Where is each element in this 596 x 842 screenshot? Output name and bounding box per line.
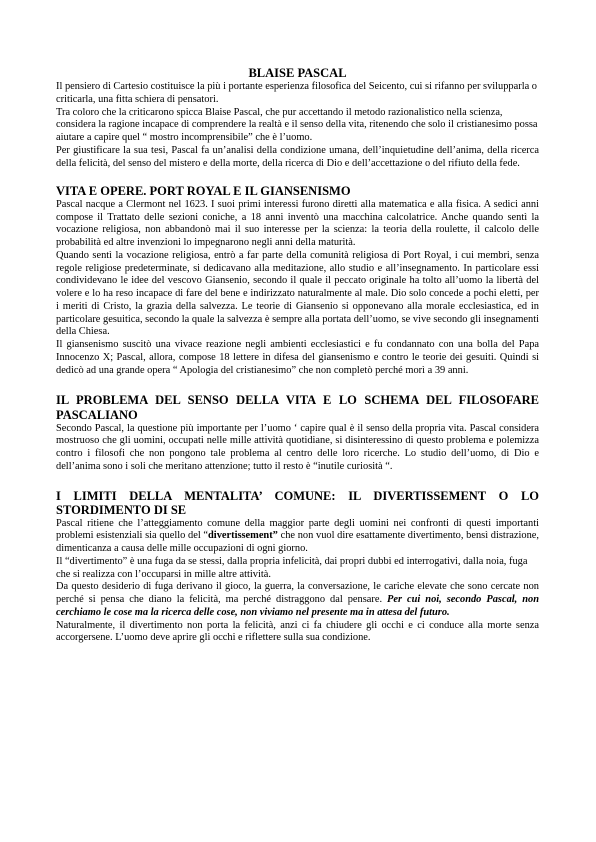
intro-paragraph-1: Il pensiero di Cartesio costituisce la più i portante esperienza filosofica del Seicento, cui si rifanno per svilupparla o criticarla, una fitta schiera di pensatori. [56,81,537,105]
section3-paragraph-4: Naturalmente, il divertimento non porta la felicità, anzi ci fa chiudere gli occhi e ci conduce alla morte senza accorgersene. L’uomo deve aprire gli occhi e riflettere sulla sua condizione. [56,619,539,644]
divertissement-term: divertissement” [208,530,278,542]
section3-paragraph-3 [56,581,539,619]
section3-p3-text: Da questo desiderio di fuga derivano il gioco, la guerra, la conversazione, le cariche elevate che sono cercate non perché si pensa che diano la felicità, ma perché distraggono dal pensare. [56,581,539,606]
section3-p1-text-a: Pascal ritiene che l’atteggiamento comune della maggior parte degli uomini nei confronti di questi importanti problemi esistenziali sia quello del “ [56,517,539,542]
document-title: BLAISE PASCAL [248,66,347,80]
section3-p3-emphasis: Per cui noi, secondo Pascal, non cerchiamo le cose ma la ricerca delle cose, non viviamo nel presente ma in attesa del futuro. [56,594,539,618]
section2-paragraph-1: Secondo Pascal, la questione più importante per l’uomo ‘ capire qual è il senso della propria vita. Pascal considera mostruoso che gli uomini, occupati nelle mille attività quotidiane, si disinteressino di questo problema e polemizza contro i filosofi che non pongono tale problema al centro delle loro ricerche. Lo studio dell’uomo, di Dio e dell’anima sono i soli che meritano attenzione; tutto il resto è “inutile curiosità “. [56,422,539,472]
section-heading-limiti-mentalita: I LIMITI DELLA MENTALITA’ COMUNE: IL DIVERTISSEMENT O LO STORDIMENTO DI SE [56,488,539,518]
intro-paragraph-2: Tra coloro che la criticarono spicca Blaise Pascal, che pur accettando il metodo razionalistico nella scienza, considera la ragione incapace di comprendere la realtà e il senso della vita, ritenendo che solo il cristianesimo possa aiutare a capire quel “ mostro incomprensibile” che è l’uomo. [56,106,538,143]
section-heading-vita-e-opere: VITA E OPERE. PORT ROYAL E IL GIANSENISMO [56,184,351,199]
intro-paragraph-3: Per giustificare la sua tesi, Pascal fa un’analisi della condizione umana, dell’inquietudine dell’anima, della ricerca della felicità, del senso del mistero e della morte, della ricerca di Dio e dell’accettazione o del rifiuto della fede. [56,144,539,169]
section3-p1-text-b: che non vuol dire esattamente divertimento, bensì distrazione, dimenticanza a causa delle mille occupazioni di ogni giorno. [56,530,539,555]
section3-paragraph-2: Il “divertimento” è una fuga da se stessi, dalla propria infelicità, dai propri dubbi ed interrogativi, dalla noia, fuga che si realizza con l’occuparsi in mille altre attività. [56,555,528,580]
document-page [56,66,539,645]
section1-paragraph-3: Il giansenismo suscitò una vivace reazione negli ambienti ecclesiastici e fu condannato con una bolla del Papa Innocenzo X; Pascal, allora, compose 18 lettere in difesa del giansenismo e contro le teorie dei gesuiti. Quindi si dedicò ad una grande opera “ Apologia del cristianesimo” che non completò perché morì a 39 anni. [56,339,539,376]
section-heading-problema-senso-vita: IL PROBLEMA DEL SENSO DELLA VITA E LO SCHEMA DEL FILOSOFARE PASCALIANO [56,393,539,422]
section1-paragraph-1: Pascal nacque a Clermont nel 1623. I suoi primi interessi furono diretti alla matematica e alla fisica. A sedici anni compose il Trattato delle sezioni coniche, a 18 anni inventò una macchina calcolatrice. Anche quando sentì la vocazione religiosa, non abbandonò mai il suo interesse per la scienza: la teoria della roulette, il calcolo delle probabilità ed altre invenzioni lo impegnarono negli anni della maturità. [56,198,539,249]
section3-paragraph-1 [56,518,539,556]
section1-paragraph-2: Quando sentì la vocazione religiosa, entrò a far parte della comunità religiosa di Port Royal, i cui membri, senza regole religiose predeterminate, si dedicavano alla meditazione, allo studio e all’insegnamento. In particolare essi condividevano le idee del vescovo Giansenio, secondo il quale il peccato originale ha tolto all’uomo la libertà del volere e lo ha reso incapace di fare del bene e indirizzato naturalmente al male. Dio solo concede a pochi eletti, per i meriti di Cristo, la grazia della salvezza. Le teorie di Giansenio si opponevano alla morale ecclesiastica, ed in particolare gesuitica, secondo la quale la salvezza è sempre alla portata dell’uomo, se vive secondo gli insegnamenti della Chiesa. [56,249,539,338]
